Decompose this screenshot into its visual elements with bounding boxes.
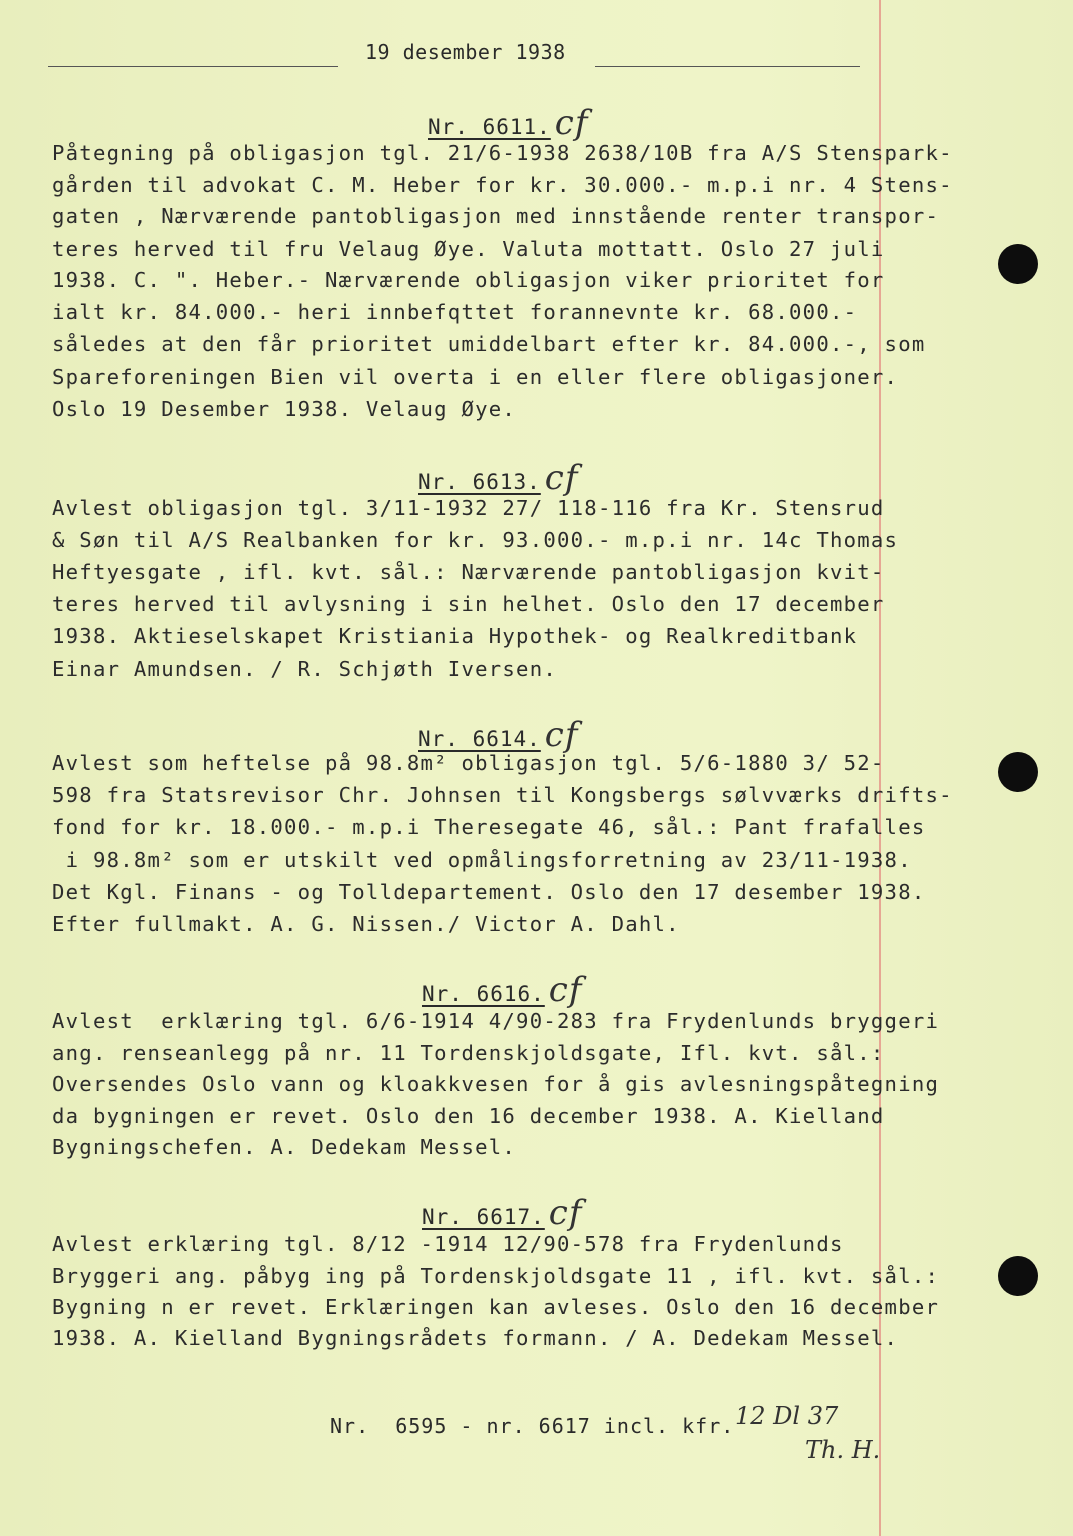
entry-number-text: Nr. 6616. bbox=[422, 982, 545, 1006]
entry-line: Einar Amundsen. / R. Schjøth Iversen. bbox=[52, 657, 557, 681]
entry-number-6611 bbox=[428, 103, 588, 143]
entry-line: i 98.8m² som er utskilt ved opmålingsforretning av 23/11-1938. bbox=[52, 848, 912, 872]
handwritten-initials: Th. H. bbox=[805, 1436, 881, 1464]
entry-line: Efter fullmakt. A. G. Nissen./ Victor A. Dahl. bbox=[52, 912, 680, 936]
entry-number-text: Nr. 6613. bbox=[418, 470, 541, 494]
checkmark-icon: cf bbox=[554, 103, 589, 143]
checkmark-icon: cf bbox=[544, 458, 579, 498]
entry-line: Bygning n er revet. Erklæringen kan avleses. Oslo den 16 december bbox=[52, 1295, 940, 1319]
entry-line: gården til advokat C. M. Heber for kr. 30.000.- m.p.i nr. 4 Stens- bbox=[52, 173, 953, 197]
entry-line: gaten , Nærværende pantobligasjon med innstående renter transpor- bbox=[52, 204, 940, 228]
entry-line: 1938. C. ". Heber.- Nærværende obligasjon viker prioritet for bbox=[52, 268, 885, 292]
checkmark-icon: cf bbox=[548, 1193, 583, 1233]
entry-line: da bygningen er revet. Oslo den 16 december 1938. A. Kielland bbox=[52, 1104, 885, 1128]
entry-number-text: Nr. 6617. bbox=[422, 1205, 545, 1229]
entry-line: således at den får prioritet umiddelbart efter kr. 84.000.-, som bbox=[52, 332, 926, 356]
entry-line: Avlest obligasjon tgl. 3/11-1932 27/ 118-116 fra Kr. Stensrud bbox=[52, 496, 885, 520]
entry-line: ang. renseanlegg på nr. 11 Tordenskjoldsgate, Ifl. kvt. sål.: bbox=[52, 1041, 885, 1065]
punch-hole-bottom bbox=[998, 1256, 1038, 1296]
checkmark-icon: cf bbox=[544, 715, 579, 755]
entry-line: Oslo 19 Desember 1938. Velaug Øye. bbox=[52, 397, 517, 421]
entry-line: fond for kr. 18.000.- m.p.i Theresegate 46, sål.: Pant frafalles bbox=[52, 815, 926, 839]
page-date: 19 desember 1938 bbox=[365, 40, 566, 64]
entry-number-text: Nr. 6614. bbox=[418, 727, 541, 751]
entry-line: Bryggeri ang. påbyg ing på Tordenskjoldsgate 11 , ifl. kvt. sål.: bbox=[52, 1264, 940, 1288]
punch-hole-middle bbox=[998, 752, 1038, 792]
header-rule-left bbox=[48, 66, 338, 67]
handwritten-date: 12 Dl 37 bbox=[735, 1402, 839, 1430]
entry-line: 1938. A. Kielland Bygningsrådets formann. / A. Dedekam Messel. bbox=[52, 1326, 899, 1350]
entry-number-6617 bbox=[422, 1193, 582, 1233]
entry-line: 1938. Aktieselskapet Kristiania Hypothek- og Realkreditbank bbox=[52, 624, 858, 648]
entry-number-6616 bbox=[422, 970, 582, 1010]
entry-line: 598 fra Statsrevisor Chr. Johnsen til Kongsbergs sølvværks drifts- bbox=[52, 783, 953, 807]
entry-line: Avlest som heftelse på 98.8m² obligasjon tgl. 5/6-1880 3/ 52- bbox=[52, 751, 885, 775]
entry-line: Avlest erklæring tgl. 8/12 -1914 12/90-578 fra Frydenlunds bbox=[52, 1232, 844, 1256]
entry-number-6614 bbox=[418, 715, 578, 755]
header-rule-right bbox=[595, 66, 860, 67]
entry-line: ialt kr. 84.000.- heri innbefqttet forannevnte kr. 68.000.- bbox=[52, 300, 858, 324]
entry-number-6613 bbox=[418, 458, 578, 498]
entry-line: Det Kgl. Finans - og Tolldepartement. Oslo den 17 desember 1938. bbox=[52, 880, 926, 904]
entry-line: Avlest erklæring tgl. 6/6-1914 4/90-283 fra Frydenlunds bryggeri bbox=[52, 1009, 940, 1033]
entry-line: Bygningschefen. A. Dedekam Messel. bbox=[52, 1135, 517, 1159]
entry-line: teres herved til fru Velaug Øye. Valuta mottatt. Oslo 27 juli bbox=[52, 237, 885, 261]
entry-line: Påtegning på obligasjon tgl. 21/6-1938 2638/10B fra A/S Stenspark- bbox=[52, 141, 953, 165]
entry-line: Heftyesgate , ifl. kvt. sål.: Nærværende pantobligasjon kvit- bbox=[52, 560, 885, 584]
entry-line: & Søn til A/S Realbanken for kr. 93.000.- m.p.i nr. 14c Thomas bbox=[52, 528, 899, 552]
entry-line: Oversendes Oslo vann og kloakkvesen for å gis avlesningspåtegning bbox=[52, 1072, 940, 1096]
footer-reference: Nr. 6595 - nr. 6617 incl. kfr. bbox=[330, 1414, 735, 1438]
checkmark-icon: cf bbox=[548, 970, 583, 1010]
punch-hole-top bbox=[998, 244, 1038, 284]
entry-number-text: Nr. 6611. bbox=[428, 115, 551, 139]
entry-line: Spareforeningen Bien vil overta i en eller flere obligasjoner. bbox=[52, 365, 899, 389]
entry-line: teres herved til avlysning i sin helhet. Oslo den 17 december bbox=[52, 592, 885, 616]
